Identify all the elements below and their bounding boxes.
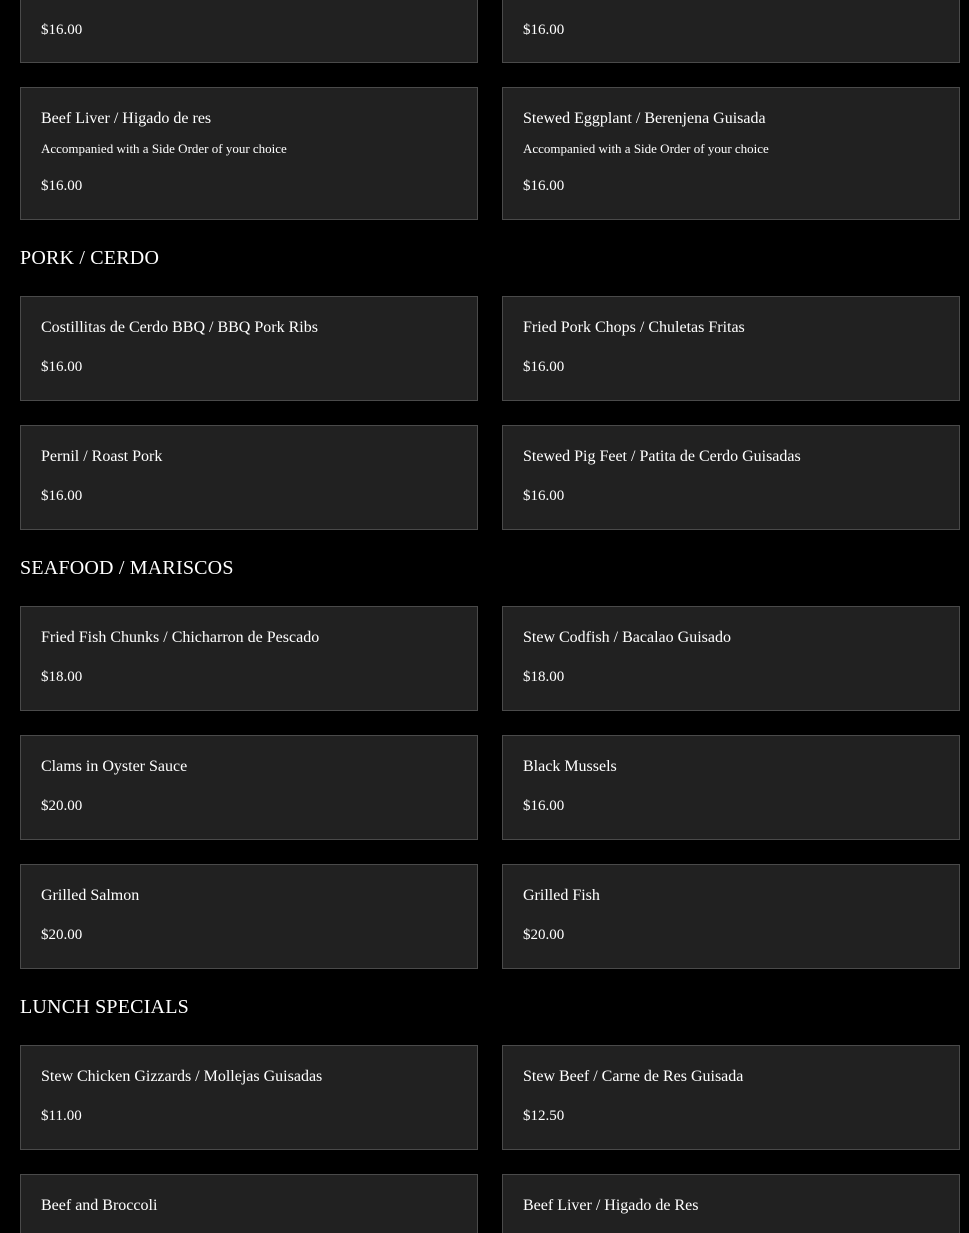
menu-item-name: Costillitas de Cerdo BBQ / BBQ Pork Ribs bbox=[41, 319, 318, 336]
menu-item-price: $11.00 bbox=[41, 1108, 82, 1124]
menu-item-name: Beef Liver / Higado de res bbox=[41, 110, 212, 127]
menu-item-description: Accompanied with a Side Order of your choice bbox=[41, 141, 287, 156]
menu-item-name: Stewed Pig Feet / Patita de Cerdo Guisadas bbox=[523, 448, 801, 465]
menu-item-name: Stew Beef / Carne de Res Guisada bbox=[523, 1068, 744, 1085]
menu-item-card[interactable] bbox=[502, 864, 960, 969]
menu-item-price: $18.00 bbox=[41, 669, 83, 685]
menu-item-price: $16.00 bbox=[41, 488, 83, 504]
menu-item-card[interactable] bbox=[20, 1045, 478, 1150]
menu-item-card[interactable] bbox=[502, 606, 960, 711]
menu-item-price: $20.00 bbox=[523, 927, 565, 943]
menu-item-price: $16.00 bbox=[523, 359, 565, 375]
menu-item-price: $12.50 bbox=[523, 1108, 565, 1124]
menu-item-card[interactable] bbox=[502, 1174, 960, 1233]
menu-item-name: Beef and Broccoli bbox=[41, 1197, 158, 1214]
menu-item-card[interactable] bbox=[20, 296, 478, 401]
menu-item-card[interactable] bbox=[20, 425, 478, 530]
menu-item-card[interactable] bbox=[502, 0, 960, 63]
menu-item-price: $20.00 bbox=[41, 927, 83, 943]
menu-item-card[interactable] bbox=[502, 296, 960, 401]
menu-item-card[interactable] bbox=[20, 1174, 478, 1233]
menu-item-name: Grilled Salmon bbox=[41, 887, 140, 904]
menu-item-price: $16.00 bbox=[523, 22, 565, 38]
menu-item-price: $16.00 bbox=[523, 178, 565, 194]
menu-item-name: Fried Fish Chunks / Chicharron de Pescado bbox=[41, 629, 320, 646]
menu-item-card[interactable] bbox=[20, 735, 478, 840]
menu-item-card[interactable] bbox=[502, 425, 960, 530]
menu-item-card[interactable] bbox=[502, 1045, 960, 1150]
menu-item-price: $16.00 bbox=[41, 178, 83, 194]
menu-item-price: $16.00 bbox=[523, 488, 565, 504]
menu-item-name: Clams in Oyster Sauce bbox=[41, 758, 188, 775]
menu-item-price: $16.00 bbox=[41, 359, 83, 375]
menu-item-name: Black Mussels bbox=[523, 758, 617, 775]
menu-item-name: Beef Liver / Higado de Res bbox=[523, 1197, 699, 1214]
menu-item-card[interactable] bbox=[20, 87, 478, 220]
menu-item-name: Fried Pork Chops / Chuletas Fritas bbox=[523, 319, 745, 336]
section-title-lunch-specials: LUNCH SPECIALS bbox=[20, 996, 189, 1018]
section-title-seafood: SEAFOOD / MARISCOS bbox=[20, 557, 234, 579]
menu-item-name: Stewed Eggplant / Berenjena Guisada bbox=[523, 110, 766, 127]
menu-item-card[interactable] bbox=[20, 864, 478, 969]
menu-item-card[interactable] bbox=[502, 87, 960, 220]
menu-item-name: Grilled Fish bbox=[523, 887, 600, 904]
menu-item-name: Pernil / Roast Pork bbox=[41, 448, 163, 465]
menu-item-price: $18.00 bbox=[523, 669, 565, 685]
menu-item-price: $16.00 bbox=[523, 798, 565, 814]
menu-item-card[interactable] bbox=[20, 606, 478, 711]
menu-item-name: Stew Codfish / Bacalao Guisado bbox=[523, 629, 731, 646]
menu-item-price: $20.00 bbox=[41, 798, 83, 814]
menu-item-price: $16.00 bbox=[41, 22, 83, 38]
section-title-pork: PORK / CERDO bbox=[20, 247, 160, 269]
menu-item-card[interactable] bbox=[20, 0, 478, 63]
menu-item-description: Accompanied with a Side Order of your choice bbox=[523, 141, 769, 156]
menu-item-card[interactable] bbox=[502, 735, 960, 840]
menu-item-name: Stew Chicken Gizzards / Mollejas Guisadas bbox=[41, 1068, 323, 1085]
